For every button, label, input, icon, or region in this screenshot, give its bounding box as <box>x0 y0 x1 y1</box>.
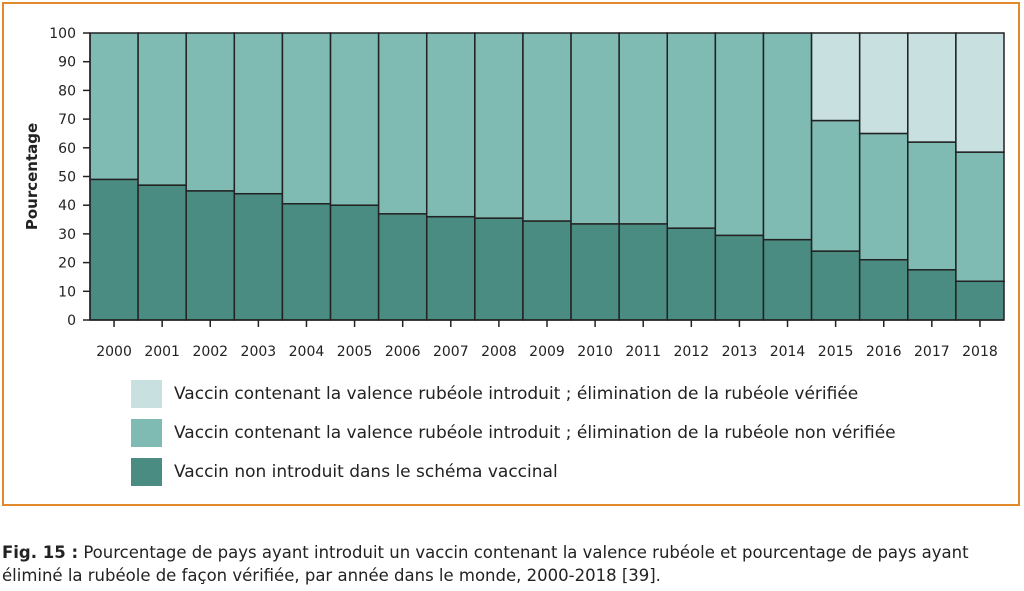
legend-swatch-verified <box>131 380 162 408</box>
x-tick-label-2008: 2008 <box>481 344 517 360</box>
legend-swatch-not-verified <box>131 419 162 447</box>
bar-2018-series-2 <box>956 33 1004 152</box>
bar-2016-series-2 <box>860 33 908 133</box>
bar-2017-series-1 <box>908 142 956 270</box>
y-tick-label-80: 80 <box>58 83 76 100</box>
bar-2008-series-1 <box>475 33 523 218</box>
bar-2006-series-0 <box>379 214 427 320</box>
bar-2000-series-1 <box>90 33 138 179</box>
legend-label-verified: Vaccin contenant la valence rubéole introduit ; élimination de la rubéole vérifiée <box>174 384 859 404</box>
bar-2018-series-1 <box>956 152 1004 281</box>
y-axis-label: Pourcentage <box>23 122 41 231</box>
bar-2012-series-0 <box>667 228 715 320</box>
bar-2017-series-0 <box>908 270 956 320</box>
bar-2002-series-0 <box>186 191 234 320</box>
legend-item-not-introduced <box>131 457 896 487</box>
x-tick-label-2007: 2007 <box>432 344 469 360</box>
y-tick-label-90: 90 <box>58 54 76 71</box>
bar-2005-series-0 <box>331 205 379 320</box>
x-tick-label-2018: 2018 <box>962 344 998 360</box>
bar-2015-series-2 <box>812 33 860 121</box>
bar-2010-series-0 <box>571 224 619 320</box>
bar-2016-series-1 <box>860 133 908 259</box>
bar-2014-series-1 <box>763 33 811 240</box>
bar-2015-series-1 <box>812 121 860 252</box>
y-tick-label-60: 60 <box>58 140 76 157</box>
bar-2017-series-2 <box>908 33 956 142</box>
bar-2008-series-0 <box>475 218 523 320</box>
bar-2009-series-0 <box>523 221 571 320</box>
x-tick-label-2001: 2001 <box>144 344 180 360</box>
legend-item-not-verified <box>131 418 896 448</box>
legend <box>131 379 896 496</box>
legend-label-not-introduced: Vaccin non introduit dans le schéma vaccinal <box>174 462 558 482</box>
bar-2001-series-1 <box>138 33 186 185</box>
bar-2004-series-0 <box>282 204 330 320</box>
x-tick-label-2011: 2011 <box>625 344 662 360</box>
x-tick-label-2004: 2004 <box>288 344 325 360</box>
y-tick-label-70: 70 <box>58 112 76 129</box>
bar-2013-series-0 <box>715 235 763 320</box>
bar-2007-series-1 <box>427 33 475 217</box>
bar-2007-series-0 <box>427 217 475 320</box>
x-tick-label-2016: 2016 <box>865 344 902 360</box>
x-tick-label-2006: 2006 <box>384 344 421 360</box>
bar-2005-series-1 <box>331 33 379 205</box>
caption-text: Pourcentage de pays ayant introduit un vaccin contenant la valence rubéole et pourcentage de pays ayant éliminé la rubéole de façon vérifiée, par année dans le monde, 2000-2018 [39]. <box>2 543 969 585</box>
bar-2012-series-1 <box>667 33 715 228</box>
bar-2015-series-0 <box>812 251 860 320</box>
legend-label-not-verified: Vaccin contenant la valence rubéole introduit ; élimination de la rubéole non vérifiée <box>174 423 896 443</box>
x-tick-label-2012: 2012 <box>673 344 710 360</box>
x-tick-label-2010: 2010 <box>577 344 613 360</box>
legend-swatch-not-introduced <box>131 458 162 486</box>
bar-2002-series-1 <box>186 33 234 191</box>
y-tick-label-30: 30 <box>58 226 76 243</box>
bar-2010-series-1 <box>571 33 619 224</box>
legend-item-verified <box>131 379 896 409</box>
x-tick-label-2015: 2015 <box>817 344 854 360</box>
caption-label: Fig. 15 : <box>2 543 79 562</box>
bar-2016-series-0 <box>860 260 908 320</box>
bar-2011-series-1 <box>619 33 667 224</box>
x-tick-label-2005: 2005 <box>336 344 373 360</box>
y-tick-label-100: 100 <box>49 26 76 42</box>
bar-2018-series-0 <box>956 281 1004 320</box>
bar-2003-series-0 <box>234 194 282 320</box>
y-tick-label-0: 0 <box>67 313 76 329</box>
bar-2011-series-0 <box>619 224 667 320</box>
bar-2004-series-1 <box>282 33 330 204</box>
x-tick-label-2000: 2000 <box>96 344 132 360</box>
y-tick-label-10: 10 <box>58 284 76 301</box>
x-tick-label-2017: 2017 <box>914 344 950 360</box>
x-tick-label-2009: 2009 <box>529 344 565 360</box>
y-tick-label-40: 40 <box>58 198 76 215</box>
x-tick-label-2014: 2014 <box>769 344 806 360</box>
x-tick-label-2002: 2002 <box>192 344 229 360</box>
y-tick-label-20: 20 <box>58 255 76 272</box>
y-tick-label-50: 50 <box>58 169 76 186</box>
x-tick-label-2003: 2003 <box>240 344 277 360</box>
bar-2013-series-1 <box>715 33 763 235</box>
figure-caption <box>2 541 1022 587</box>
bar-2001-series-0 <box>138 185 186 320</box>
bar-2009-series-1 <box>523 33 571 221</box>
bar-2003-series-1 <box>234 33 282 194</box>
bar-2014-series-0 <box>763 240 811 320</box>
bar-2006-series-1 <box>379 33 427 214</box>
x-tick-label-2013: 2013 <box>721 344 758 360</box>
bar-2000-series-0 <box>90 179 138 320</box>
